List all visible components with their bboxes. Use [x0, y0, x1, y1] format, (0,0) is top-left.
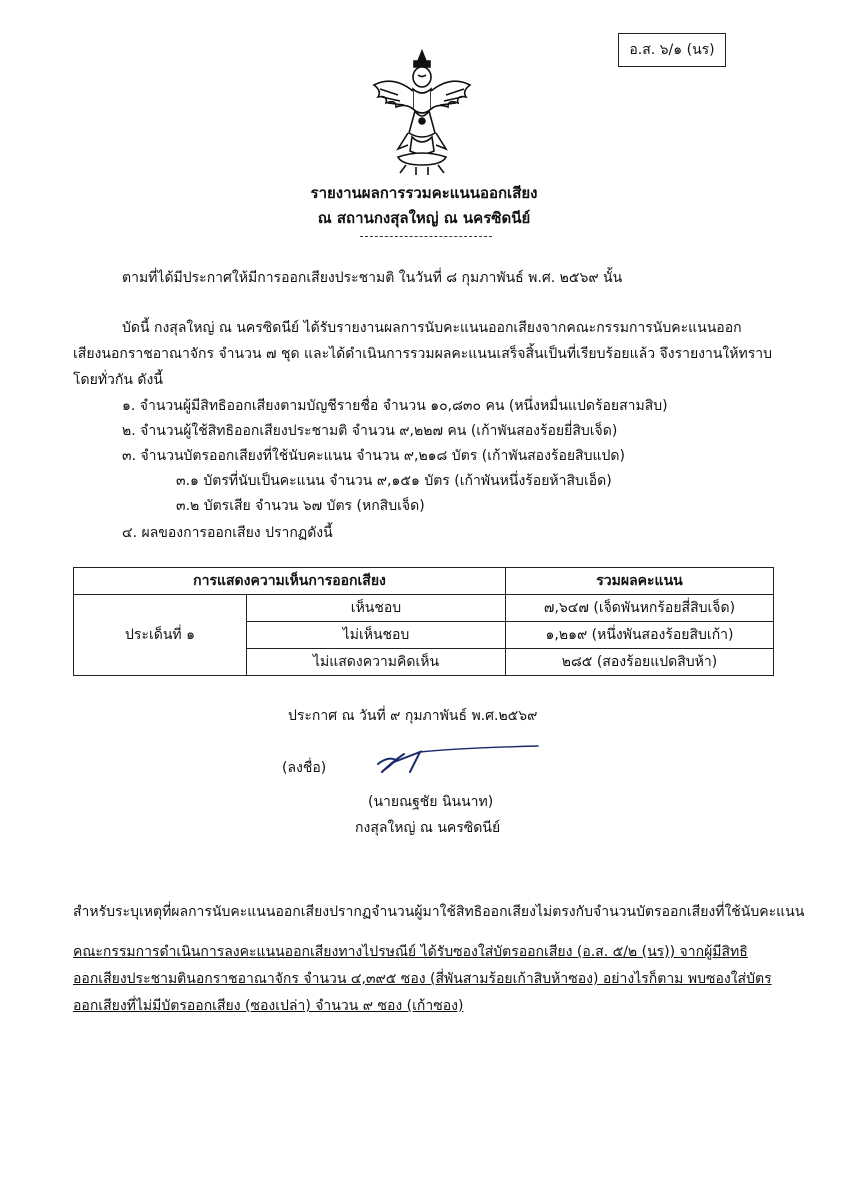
- list-item-invalid-ballots: ๓.๒ บัตรเสีย จำนวน ๖๗ บัตร (หกสิบเจ็ด): [176, 498, 425, 514]
- score-disapprove: ๑,๒๑๙ (หนึ่งพันสองร้อยสิบเก้า): [506, 622, 774, 649]
- report-subtitle: ณ สถานกงสุลใหญ่ ณ นครซิดนีย์: [317, 209, 531, 227]
- option-no-opinion: ไม่แสดงความคิดเห็น: [247, 649, 506, 676]
- header-opinion: การแสดงความเห็นการออกเสียง: [74, 568, 506, 595]
- title-divider: [360, 236, 492, 237]
- sign-label: (ลงชื่อ): [282, 760, 327, 776]
- list-item-voters: ๒. จำนวนผู้ใช้สิทธิออกเสียงประชามติ จำนวน ๙,๒๒๗ คน (เก้าพันสองร้อยยี่สิบเจ็ด): [122, 423, 618, 439]
- body-paragraph-line3: โดยทั่วกัน ดังนี้: [73, 372, 163, 388]
- handwritten-signature: [370, 740, 540, 780]
- report-title: รายงานผลการรวมคะแนนออกเสียง: [310, 184, 538, 202]
- body-paragraph-line2: เสียงนอกราชอาณาจักร จำนวน ๗ ชุด และได้ดำเนินการรวมผลคะแนนเสร็จสิ้นเป็นที่เรียบร้อยแล้ว จึงรายงานให้ทราบ: [73, 346, 772, 362]
- note-line-3: ออกเสียงที่ไม่มีบัตรออกเสียง (ซองเปล่า) จำนวน ๙ ซอง (เก้าซอง): [73, 998, 464, 1014]
- list-item-eligible: ๑. จำนวนผู้มีสิทธิออกเสียงตามบัญชีรายชื่อ จำนวน ๑๐,๘๓๐ คน (หนึ่งหมื่นแปดร้อยสามสิบ): [122, 398, 668, 414]
- signer-name: (นายณฐชัย นินนาท): [368, 794, 494, 810]
- table-header-row: [74, 568, 774, 595]
- signer-position: กงสุลใหญ่ ณ นครซิดนีย์: [355, 820, 501, 836]
- option-approve: เห็นชอบ: [247, 595, 506, 622]
- results-table: [73, 567, 774, 676]
- form-code-box: อ.ส. ๖/๑ (นร): [618, 33, 726, 67]
- note-line-2: ออกเสียงประชามตินอกราชอาณาจักร จำนวน ๔,๓๙๕ ซอง (สี่พันสามร้อยเก้าสิบห้าซอง) อย่างไรก็ตาม พบซองใส่บัตร: [73, 971, 772, 987]
- list-item-valid-ballots: ๓.๑ บัตรที่นับเป็นคะแนน จำนวน ๙,๑๕๑ บัตร (เก้าพันหนึ่งร้อยห้าสิบเอ็ด): [176, 473, 612, 489]
- issue-label: ประเด็นที่ ๑: [74, 595, 247, 676]
- header-total: รวมผลคะแนน: [506, 568, 774, 595]
- list-item-results: ๔. ผลของการออกเสียง ปรากฏดังนี้: [122, 525, 333, 541]
- option-disapprove: ไม่เห็นชอบ: [247, 622, 506, 649]
- intro-paragraph: ตามที่ได้มีประกาศให้มีการออกเสียงประชามติ ในวันที่ ๘ กุมภาพันธ์ พ.ศ. ๒๕๖๙ นั้น: [122, 270, 623, 286]
- list-item-ballots: ๓. จำนวนบัตรออกเสียงที่ใช้นับคะแนน จำนวน ๙,๒๑๘ บัตร (เก้าพันสองร้อยสิบแปด): [122, 448, 625, 464]
- table-row: [74, 595, 774, 622]
- note-line-1: คณะกรรมการดำเนินการลงคะแนนออกเสียงทางไปรษณีย์ ได้รับซองใส่บัตรออกเสียง (อ.ส. ๕/๒ (นร)) จากผู้มีสิทธิ: [73, 944, 748, 960]
- garuda-emblem-icon: [368, 45, 476, 177]
- note-heading: สำหรับระบุเหตุที่ผลการนับคะแนนออกเสียงปรากฏจำนวนผู้มาใช้สิทธิออกเสียงไม่ตรงกับจำนวนบัตรออกเสียงที่ใช้นับคะแนน: [73, 904, 805, 920]
- score-approve: ๗,๖๔๗ (เจ็ดพันหกร้อยสี่สิบเจ็ด): [506, 595, 774, 622]
- body-paragraph-line1: บัดนี้ กงสุลใหญ่ ณ นครซิดนีย์ ได้รับรายงานผลการนับคะแนนออกเสียงจากคณะกรรมการนับคะแนนออก: [122, 320, 742, 336]
- announcement-date: ประกาศ ณ วันที่ ๙ กุมภาพันธ์ พ.ศ.๒๕๖๙: [288, 708, 538, 724]
- score-no-opinion: ๒๘๕ (สองร้อยแปดสิบห้า): [506, 649, 774, 676]
